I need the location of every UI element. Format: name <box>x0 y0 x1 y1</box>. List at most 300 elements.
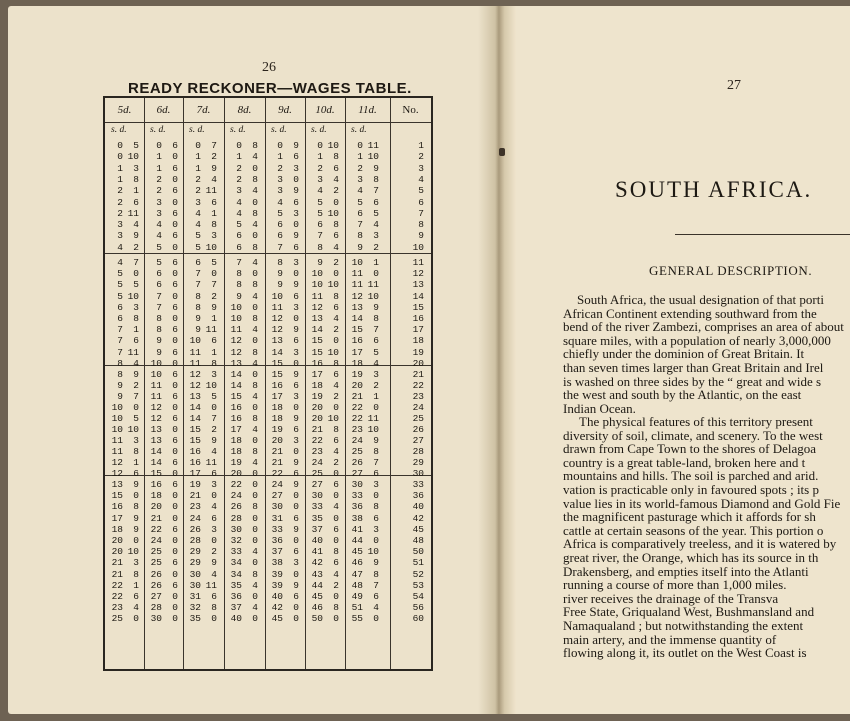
shillings-value: 18 <box>150 490 162 502</box>
pence-value: 0 <box>211 613 217 625</box>
pence-value: 0 <box>172 196 178 208</box>
text-line: country is a great table-land, broken here and t <box>563 454 806 470</box>
pence-value: 9 <box>133 230 139 242</box>
pence-value: 2 <box>211 546 217 558</box>
shillings-value: 25 <box>111 613 123 625</box>
shillings-value: 5 <box>236 219 242 231</box>
page-title: SOUTH AFRICA. <box>615 177 813 202</box>
row-number: 50 <box>412 546 424 558</box>
shillings-value: 35 <box>311 512 323 524</box>
pence-value: 6 <box>172 479 178 490</box>
sd-unit-label: s. d. <box>351 125 367 135</box>
shillings-value: 48 <box>351 579 363 591</box>
row-number: 28 <box>412 446 424 457</box>
pence-value: 0 <box>373 490 379 502</box>
shillings-value: 11 <box>189 346 201 358</box>
shillings-value: 10 <box>230 313 242 324</box>
pence-value: 3 <box>293 391 299 402</box>
table-row <box>105 335 431 346</box>
row-number: 20 <box>412 357 424 369</box>
pence-value: 0 <box>133 490 139 502</box>
shillings-value: 9 <box>195 313 201 324</box>
shillings-value: 0 <box>117 151 123 163</box>
shillings-value: 8 <box>317 241 323 253</box>
pence-value: 2 <box>373 380 379 391</box>
shillings-value: 25 <box>311 468 323 479</box>
pence-value: 1 <box>211 313 217 324</box>
row-number: 21 <box>412 369 424 380</box>
shillings-value: 20 <box>150 501 162 513</box>
shillings-value: 5 <box>317 196 323 208</box>
shillings-value: 4 <box>156 219 162 231</box>
table-row <box>105 380 431 391</box>
text-line: African Continent extending southward from the <box>563 305 817 321</box>
shillings-value: 22 <box>230 479 242 490</box>
shillings-value: 20 <box>311 413 323 424</box>
shillings-value: 13 <box>230 357 242 369</box>
table-row <box>105 524 431 535</box>
pence-value: 3 <box>211 230 217 242</box>
pence-value: 8 <box>252 313 258 324</box>
shillings-value: 8 <box>117 357 123 369</box>
pence-value: 0 <box>252 479 258 490</box>
pence-value: 0 <box>293 501 299 513</box>
pence-value: 2 <box>333 257 339 268</box>
pence-value: 3 <box>293 557 299 569</box>
shillings-value: 10 <box>150 369 162 380</box>
shillings-value: 10 <box>189 335 201 347</box>
band-divider <box>105 253 431 254</box>
pence-value: 1 <box>373 257 379 268</box>
pence-value: 9 <box>293 140 299 151</box>
text-line: the west and south by the Atlantic, on the east <box>563 387 802 403</box>
pence-value: 0 <box>172 173 178 185</box>
text-line: The physical features of this territory present <box>579 414 813 429</box>
pence-value: 0 <box>252 535 258 546</box>
shillings-value: 16 <box>189 457 201 468</box>
pence-value: 8 <box>373 501 379 513</box>
shillings-value: 21 <box>271 446 283 457</box>
shillings-value: 6 <box>117 313 123 324</box>
shillings-value: 2 <box>117 185 123 197</box>
pence-value: 4 <box>373 357 379 369</box>
pence-value: 6 <box>293 241 299 253</box>
table-row <box>105 242 431 253</box>
row-number: 22 <box>412 380 424 391</box>
shillings-value: 4 <box>195 219 201 231</box>
pence-value: 2 <box>333 457 339 468</box>
pence-value: 4 <box>133 357 139 369</box>
shillings-value: 15 <box>230 391 242 402</box>
pence-value: 9 <box>293 230 299 242</box>
text-line: drawn from Cape Town to the shores of Delagoa <box>563 441 817 457</box>
pence-value: 2 <box>211 151 217 163</box>
shillings-value: 3 <box>195 196 201 208</box>
pence-value: 8 <box>373 313 379 324</box>
shillings-value: 13 <box>271 335 283 347</box>
table-row <box>105 174 431 185</box>
shillings-value: 12 <box>271 313 283 324</box>
pence-value: 6 <box>172 435 178 446</box>
table-row <box>105 185 431 196</box>
shillings-value: 22 <box>111 579 123 591</box>
shillings-value: 7 <box>195 279 201 291</box>
shillings-value: 7 <box>156 301 162 313</box>
page-number-right: 27 <box>727 78 741 93</box>
wages-table <box>103 96 433 671</box>
pence-value: 0 <box>293 402 299 413</box>
shillings-value: 5 <box>277 207 283 219</box>
shillings-value: 12 <box>150 413 162 424</box>
table-row <box>105 535 431 546</box>
shillings-value: 32 <box>230 535 242 546</box>
pence-value: 0 <box>373 268 379 280</box>
shillings-value: 30 <box>271 501 283 513</box>
shillings-value: 1 <box>195 162 201 174</box>
pence-value: 8 <box>333 546 339 558</box>
pence-value: 6 <box>172 457 178 468</box>
shillings-value: 9 <box>317 257 323 268</box>
column-header: 10d. <box>315 104 335 116</box>
pence-value: 11 <box>367 140 379 151</box>
table-row <box>105 219 431 230</box>
shillings-value: 8 <box>277 257 283 268</box>
shillings-value: 7 <box>357 219 363 231</box>
column-header: 8d. <box>237 104 252 116</box>
pence-value: 0 <box>293 602 299 614</box>
text-line: than seven times larger than Great Britain and Irel <box>563 359 824 375</box>
pence-value: 5 <box>373 346 379 358</box>
shillings-value: 21 <box>271 457 283 468</box>
shillings-value: 18 <box>271 402 283 413</box>
shillings-value: 6 <box>117 301 123 313</box>
shillings-value: 18 <box>351 357 363 369</box>
row-number: 48 <box>412 535 424 546</box>
sd-unit-label: s. d. <box>189 125 205 135</box>
pence-value: 4 <box>133 602 139 614</box>
shillings-value: 21 <box>150 512 162 524</box>
pence-value: 4 <box>252 290 258 302</box>
pence-value: 10 <box>367 546 379 558</box>
pence-value: 4 <box>373 602 379 614</box>
table-row <box>105 391 431 402</box>
shillings-value: 0 <box>317 140 323 151</box>
shillings-value: 0 <box>236 140 242 151</box>
shillings-value: 12 <box>150 402 162 413</box>
shillings-value: 30 <box>150 613 162 625</box>
table-row <box>105 580 431 591</box>
pence-value: 0 <box>252 468 258 479</box>
pence-value: 8 <box>252 346 258 358</box>
shillings-value: 41 <box>351 523 363 535</box>
pence-value: 6 <box>333 301 339 313</box>
pence-value: 0 <box>172 613 178 625</box>
shillings-value: 2 <box>236 173 242 185</box>
pence-value: 0 <box>333 196 339 208</box>
pence-value: 4 <box>333 380 339 391</box>
pence-value: 8 <box>373 173 379 185</box>
pence-value: 8 <box>133 501 139 513</box>
shillings-value: 6 <box>277 219 283 231</box>
shillings-value: 12 <box>189 369 201 380</box>
paragraph-2 <box>563 415 840 660</box>
shillings-value: 5 <box>357 196 363 208</box>
pence-value: 4 <box>252 219 258 231</box>
shillings-value: 28 <box>189 535 201 546</box>
shillings-value: 20 <box>311 402 323 413</box>
pence-value: 0 <box>172 501 178 513</box>
pence-value: 6 <box>293 151 299 163</box>
pence-value: 10 <box>127 290 139 302</box>
row-number: 54 <box>412 591 424 602</box>
table-row <box>105 602 431 613</box>
pence-value: 4 <box>252 457 258 468</box>
pence-value: 2 <box>211 424 217 435</box>
shillings-value: 23 <box>351 424 363 435</box>
pence-value: 0 <box>293 568 299 580</box>
pence-value: 7 <box>133 391 139 402</box>
pence-value: 7 <box>211 140 217 151</box>
text-line: mountains and hills. The soil is parched and arid. <box>563 468 819 484</box>
shillings-value: 4 <box>156 230 162 242</box>
pence-value: 0 <box>133 535 139 546</box>
table-row <box>105 613 431 624</box>
pence-value: 6 <box>172 257 178 268</box>
pence-value: 10 <box>205 380 217 391</box>
pence-value: 0 <box>211 268 217 280</box>
pence-value: 6 <box>333 435 339 446</box>
pence-value: 2 <box>333 324 339 336</box>
pence-value: 3 <box>293 257 299 268</box>
pence-value: 6 <box>293 424 299 435</box>
table-row <box>105 546 431 557</box>
pence-value: 0 <box>373 402 379 413</box>
shillings-value: 39 <box>271 579 283 591</box>
pence-value: 6 <box>172 140 178 151</box>
shillings-value: 3 <box>277 185 283 197</box>
shillings-value: 13 <box>150 435 162 446</box>
shillings-value: 37 <box>230 602 242 614</box>
pence-value: 4 <box>333 313 339 324</box>
pence-value: 0 <box>252 335 258 347</box>
pence-value: 0 <box>293 357 299 369</box>
shillings-value: 40 <box>271 591 283 602</box>
shillings-value: 18 <box>311 380 323 391</box>
shillings-value: 9 <box>277 279 283 291</box>
shillings-value: 15 <box>311 335 323 347</box>
row-number: 56 <box>412 602 424 614</box>
row-number: 16 <box>412 313 424 324</box>
pence-value: 8 <box>333 424 339 435</box>
shillings-value: 38 <box>351 512 363 524</box>
shillings-value: 16 <box>150 479 162 490</box>
shillings-value: 5 <box>195 241 201 253</box>
text-line: chiefly under the dominion of Great Britain. It <box>563 346 805 362</box>
shillings-value: 21 <box>351 391 363 402</box>
shillings-value: 16 <box>351 335 363 347</box>
pence-value: 11 <box>127 346 139 358</box>
pence-value: 9 <box>373 301 379 313</box>
shillings-value: 16 <box>189 446 201 457</box>
shillings-value: 21 <box>111 557 123 569</box>
shillings-value: 4 <box>236 196 242 208</box>
pence-value: 6 <box>172 346 178 358</box>
pence-value: 6 <box>172 207 178 219</box>
pence-value: 9 <box>211 557 217 569</box>
pence-value: 4 <box>252 185 258 197</box>
shillings-value: 3 <box>117 230 123 242</box>
row-number: 11 <box>412 257 424 268</box>
pence-value: 11 <box>205 457 217 468</box>
pence-value: 8 <box>373 446 379 457</box>
table-row <box>105 424 431 435</box>
shillings-value: 27 <box>351 468 363 479</box>
shillings-value: 2 <box>117 196 123 208</box>
pence-value: 9 <box>211 162 217 174</box>
pence-value: 1 <box>211 346 217 358</box>
shillings-value: 10 <box>230 301 242 313</box>
pence-value: 6 <box>293 196 299 208</box>
shillings-value: 36 <box>230 591 242 602</box>
row-number: 60 <box>412 613 424 625</box>
gutter-mark <box>499 148 505 156</box>
pence-value: 3 <box>373 479 379 490</box>
header-divider <box>105 122 431 123</box>
pence-value: 8 <box>252 241 258 253</box>
shillings-value: 36 <box>351 501 363 513</box>
pence-value: 9 <box>293 324 299 336</box>
shillings-value: 12 <box>111 457 123 468</box>
pence-value: 0 <box>252 402 258 413</box>
row-number: 23 <box>412 391 424 402</box>
pence-value: 3 <box>133 557 139 569</box>
pence-value: 4 <box>333 568 339 580</box>
shillings-value: 19 <box>311 391 323 402</box>
table-row <box>105 369 431 380</box>
pence-value: 6 <box>333 523 339 535</box>
shillings-value: 12 <box>311 301 323 313</box>
table-row <box>105 257 431 268</box>
row-number: 33 <box>412 479 424 490</box>
pence-value: 8 <box>333 602 339 614</box>
pence-value: 9 <box>373 557 379 569</box>
shillings-value: 33 <box>351 490 363 502</box>
shillings-value: 7 <box>117 346 123 358</box>
pence-value: 0 <box>333 402 339 413</box>
pence-value: 0 <box>172 151 178 163</box>
shillings-value: 10 <box>111 413 123 424</box>
sd-unit-label: s. d. <box>150 125 166 135</box>
shillings-value: 42 <box>271 602 283 614</box>
shillings-value: 7 <box>195 268 201 280</box>
shillings-value: 12 <box>111 468 123 479</box>
shillings-value: 8 <box>236 279 242 291</box>
shillings-value: 10 <box>271 290 283 302</box>
pence-value: 6 <box>172 579 178 591</box>
shillings-value: 10 <box>111 402 123 413</box>
shillings-value: 1 <box>195 151 201 163</box>
pence-value: 6 <box>211 591 217 602</box>
pence-value: 11 <box>127 207 139 219</box>
text-line: Africa is comparatively treeless, and it is watered by <box>563 536 837 552</box>
pence-value: 9 <box>133 512 139 524</box>
pence-value: 9 <box>293 185 299 197</box>
pence-value: 0 <box>333 613 339 625</box>
pence-value: 11 <box>205 579 217 591</box>
pence-value: 0 <box>252 268 258 280</box>
pence-value: 6 <box>172 523 178 535</box>
section-heading: GENERAL DESCRIPTION. <box>649 263 813 278</box>
pence-value: 0 <box>293 535 299 546</box>
sd-unit-label: s. d. <box>111 125 127 135</box>
pence-value: 9 <box>293 413 299 424</box>
pence-value: 8 <box>252 380 258 391</box>
pence-value: 3 <box>293 207 299 219</box>
pence-value: 10 <box>327 413 339 424</box>
pence-value: 0 <box>252 369 258 380</box>
pence-value: 6 <box>172 162 178 174</box>
shillings-value: 49 <box>351 591 363 602</box>
table-row <box>105 501 431 512</box>
pence-value: 10 <box>205 241 217 253</box>
shillings-value: 30 <box>189 568 201 580</box>
pence-value: 0 <box>293 490 299 502</box>
pence-value: 0 <box>133 613 139 625</box>
pence-value: 8 <box>252 501 258 513</box>
shillings-value: 12 <box>230 346 242 358</box>
shillings-value: 11 <box>111 435 123 446</box>
row-number: 24 <box>412 402 424 413</box>
shillings-value: 22 <box>351 402 363 413</box>
pence-value: 1 <box>133 579 139 591</box>
shillings-value: 6 <box>357 207 363 219</box>
pence-value: 0 <box>172 446 178 457</box>
shillings-value: 7 <box>117 324 123 336</box>
shillings-value: 15 <box>271 357 283 369</box>
shillings-value: 26 <box>150 568 162 580</box>
pence-value: 4 <box>333 446 339 457</box>
shillings-value: 2 <box>317 162 323 174</box>
shillings-value: 3 <box>236 185 242 197</box>
pence-value: 4 <box>252 391 258 402</box>
shillings-value: 17 <box>111 512 123 524</box>
table-row <box>105 591 431 602</box>
pence-value: 9 <box>373 162 379 174</box>
shillings-value: 23 <box>111 602 123 614</box>
row-number: 27 <box>412 435 424 446</box>
pence-value: 11 <box>367 279 379 291</box>
table-row <box>105 163 431 174</box>
pence-value: 2 <box>373 241 379 253</box>
shillings-value: 16 <box>230 413 242 424</box>
shillings-value: 37 <box>311 523 323 535</box>
pence-value: 1 <box>211 207 217 219</box>
text-line: value lies in its world-famous Diamond and Gold Fie <box>563 495 841 511</box>
pence-value: 0 <box>252 613 258 625</box>
shillings-value: 11 <box>271 301 283 313</box>
pence-value: 0 <box>172 219 178 231</box>
pence-value: 8 <box>211 219 217 231</box>
pence-value: 3 <box>133 435 139 446</box>
shillings-value: 1 <box>236 151 242 163</box>
pence-value: 8 <box>252 173 258 185</box>
pence-value: 7 <box>373 324 379 336</box>
table-row <box>105 291 431 302</box>
pence-value: 0 <box>172 268 178 280</box>
shillings-value: 3 <box>357 173 363 185</box>
shillings-value: 11 <box>189 357 201 369</box>
shillings-value: 8 <box>156 313 162 324</box>
